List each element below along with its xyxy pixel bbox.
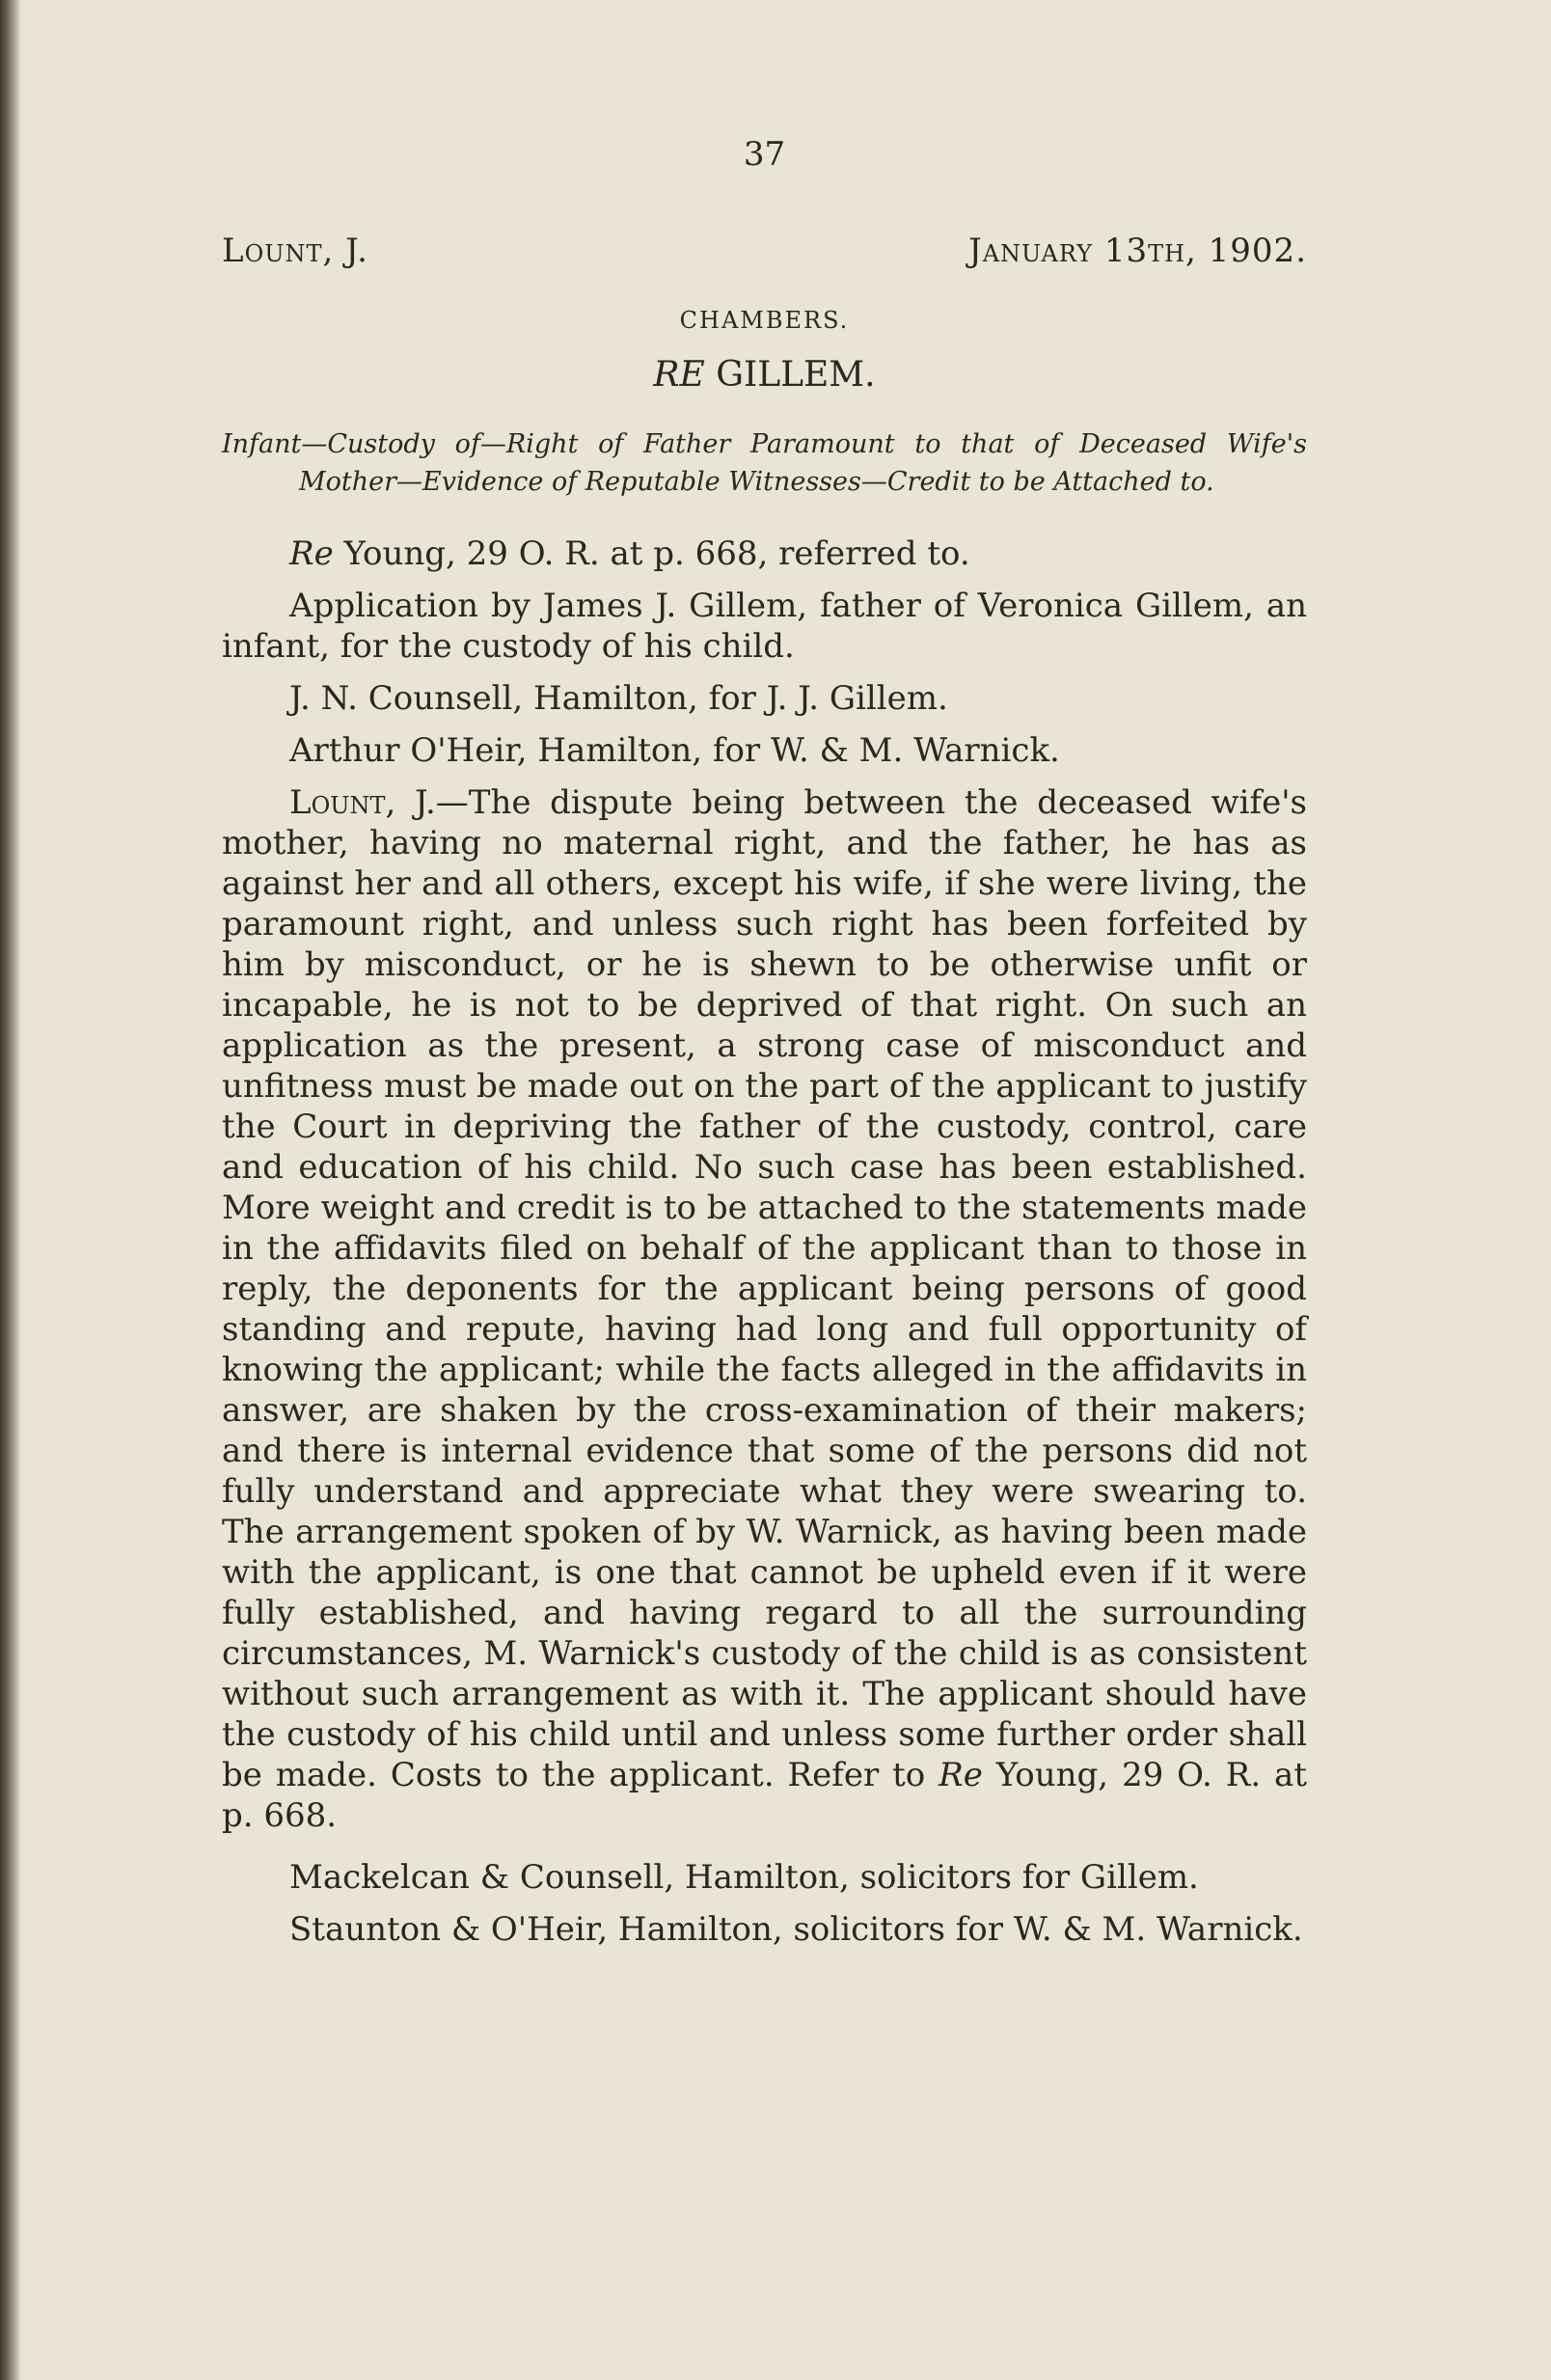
opinion-text: —The dispute being between the deceased wife's mother, having no maternal right, and the father, he has as against her and all others, except his wife, if she were living, the paramount right, and unless such right has been forfeited by him by misconduct, or he is shewn to be otherwise unfit or incapable, he is not to be deprived of that right. On such an application as the present, a strong case of misconduct and unfitness must be made out on the part of the applicant to justify the Court in depriving the father of the custody, control, care and education of his child. No such case has been established. More weight and credit is to be attached to the statements made in the affidavits filed on behalf of the applicant than to those in reply, the deponents for the applicant being persons of good standing and repute, having had long and full opportunity of knowing the applicant; while the facts alleged in the affidavits in answer, are shaken by the cross-examination of their makers; and there is internal evidence that some of the persons did not fully understand and appreciate what they were swearing to. The arrangement spoken of by W. Warnick, as having been made with the applicant, is one that cannot be upheld even if it were fully established, and having regard to all the surrounding circumstances, M. Warnick's custody of the child is as consistent without such arrangement as with it. The applicant should have the custody of his child until and unless some further order shall be made. Costs to the applicant. Refer to bbox=[222, 783, 1307, 1794]
case-header bbox=[222, 232, 1307, 270]
referred-case bbox=[222, 533, 1307, 574]
book-spine-shadow bbox=[0, 0, 21, 2380]
counsel-line-applicant: J. N. Counsell, Hamilton, for J. J. Gillem. bbox=[289, 679, 948, 718]
document-page bbox=[222, 135, 1307, 1961]
referred-case-re: Re bbox=[289, 534, 334, 573]
header-date: January 13th, 1902. bbox=[968, 232, 1307, 270]
case-title-name: GILLEM. bbox=[704, 355, 876, 395]
header-judge: Lount, J. bbox=[222, 232, 368, 270]
headnote: Infant—Custody of—Right of Father Paramount to that of Deceased Wife's Mother—Evidence of Reputable Witnesses—Credit to be Attached to. bbox=[222, 429, 1307, 497]
solicitors-applicant: Mackelcan & Counsell, Hamilton, solicitors for Gillem. bbox=[289, 1858, 1199, 1897]
page-number: 37 bbox=[743, 135, 786, 174]
case-title-prefix: RE bbox=[653, 355, 705, 395]
opinion-judge: Lount, J. bbox=[289, 783, 436, 822]
opinion-paragraph bbox=[222, 782, 1307, 1836]
application-paragraph: Application by James J. Gillem, father of Veronica Gillem, an infant, for the custody of his child. bbox=[222, 587, 1307, 666]
counsel-line-respondent: Arthur O'Heir, Hamilton, for W. & M. Warnick. bbox=[289, 731, 1060, 770]
chambers-label: CHAMBERS. bbox=[679, 307, 850, 334]
solicitors-respondent: Staunton & O'Heir, Hamilton, solicitors for W. & M. Warnick. bbox=[289, 1910, 1303, 1949]
case-title bbox=[222, 355, 1307, 395]
opinion-ref-rest: Young, 29 O. R. at p. 668. bbox=[222, 1756, 1307, 1835]
opinion-ref-case: Re bbox=[939, 1756, 983, 1794]
referred-case-rest: Young, 29 O. R. at p. 668, referred to. bbox=[333, 534, 970, 573]
